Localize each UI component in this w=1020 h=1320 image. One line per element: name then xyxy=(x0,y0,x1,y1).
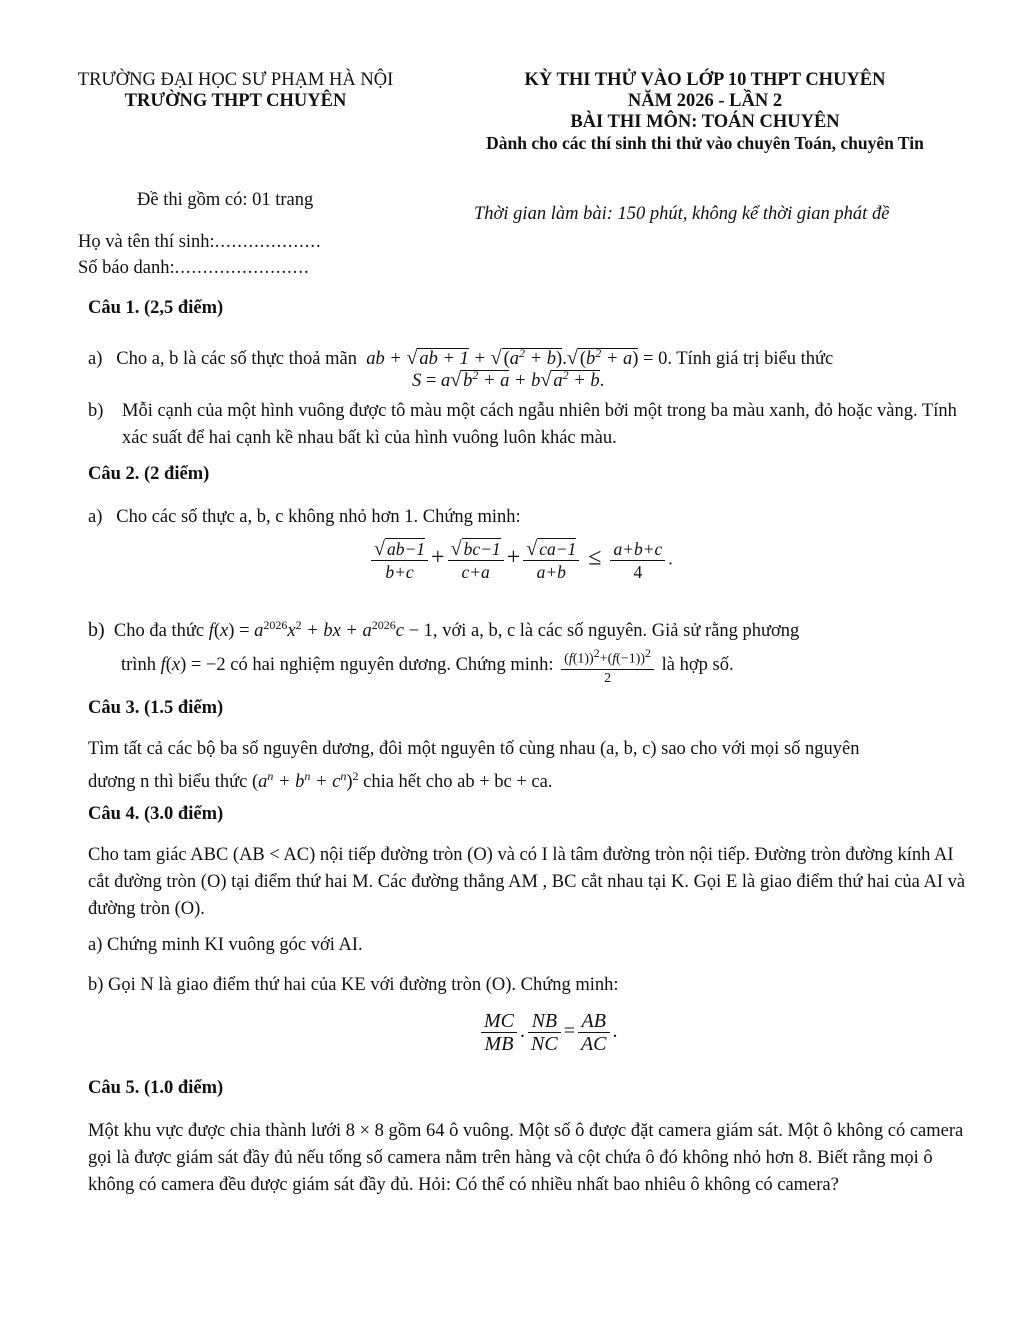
q2-b-fraction: $\frac{(f(1))^2+(f(-1))^2}{2}$ xyxy=(561,644,654,688)
q2-b-text1: Cho đa thức xyxy=(113,621,205,642)
candidate-name-line xyxy=(78,232,322,253)
q5-title: Câu 5. (1.0 điểm) xyxy=(88,1078,224,1098)
pages-note: Đề thi gồm có: 01 trang xyxy=(137,190,314,210)
school-header xyxy=(48,70,423,112)
ratio-nb-nc: $\frac{NB}{NC}$ xyxy=(528,1010,561,1055)
q2-part-b-line2 xyxy=(121,644,981,688)
exam-header xyxy=(440,70,970,154)
school-name: TRƯỜNG THPT CHUYÊN xyxy=(124,91,347,111)
q3-expression: $(a^n + b^n + c^n)^2$ xyxy=(251,769,359,793)
q2-b-text4: có hai nghiệm nguyên dương. Chứng minh: xyxy=(230,655,554,676)
q4-title: Câu 4. (3.0 điểm) xyxy=(88,804,224,824)
ratio-mc-mb: $\frac{MC}{MB}$ xyxy=(481,1010,517,1055)
fraction-4: $\frac{a+b+c}{4}$ xyxy=(610,538,665,583)
exam-audience: Dành cho các thí sinh thi thử vào chuyên Toán, chuyên Tin xyxy=(486,133,924,153)
candidate-id-line xyxy=(78,258,310,279)
q2-a-text: Cho các số thực a, b, c không nhỏ hơn 1. Chứng minh: xyxy=(116,507,521,527)
q3-body xyxy=(88,736,968,796)
fraction-2: $\frac{√ bc-1}{c+a}$ xyxy=(448,538,504,583)
q2-b-text5: là hợp số. xyxy=(661,655,734,676)
q1-a-label: a) xyxy=(88,349,103,370)
candidate-id-dots: ........................ xyxy=(174,258,310,278)
q2-a-inequality: $\frac{√ ab-1}{b+c}$ + $\frac{√ bc-1}{c+a}$ + $\frac{√ ca-1}{a+b}$ ≤ $\frac{a+b+c}{4}$ . xyxy=(368,538,673,583)
q4-part-a: a) Chứng minh KI vuông góc với AI. xyxy=(88,935,363,955)
q1-a-equation: ab + √ ab + 1 + √ $(a^2 + b).√$ $(b^2 + a) = 0$. xyxy=(361,346,672,370)
candidate-name-dots: ................... xyxy=(214,232,322,252)
q3-text2b: chia hết cho ab + bc + ca. xyxy=(363,772,553,793)
q1-a-expression: S = a√ $b^2 + a + b√$ $a^2 + b$. xyxy=(412,368,605,392)
q4-b-identity: $\frac{MC}{MB}$ . $\frac{NB}{NC}$ = $\frac{AB}{AC}$ . xyxy=(478,1010,618,1055)
q1-a-text2: Tính giá trị biểu thức xyxy=(676,349,834,370)
q2-b-polynomial: $f(x) = a^{2026}x^2$ + bx + $a^{2026}c - 1$, xyxy=(208,618,438,642)
time-note: Thời gian làm bài: 150 phút, không kể thời gian phát đề xyxy=(474,204,890,224)
q4-part-b: b) Gọi N là giao điểm thứ hai của KE với đường tròn (O). Chứng minh: xyxy=(88,975,619,995)
q1-part-b xyxy=(88,398,968,452)
q1-b-text: Mỗi cạnh của một hình vuông được tô màu một cách ngẫu nhiên bởi một trong ba màu xanh, đỏ hoặc vàng. Tính xác suất để hai cạnh kề nhau bất kì của hình vuông luôn khác màu. xyxy=(122,401,957,448)
q2-b-equation: f(x) = −2 xyxy=(160,655,226,676)
university-name: TRƯỜNG ĐẠI HỌC SƯ PHẠM HÀ NỘI xyxy=(77,70,394,90)
q3-title: Câu 3. (1.5 điểm) xyxy=(88,698,224,718)
q2-part-b xyxy=(88,612,968,645)
candidate-id-label: Số báo danh: xyxy=(78,258,175,278)
q3-text2a: dương n thì biểu thức xyxy=(88,772,248,793)
candidate-name-label: Họ và tên thí sinh: xyxy=(78,232,215,252)
exam-year: NĂM 2026 - LẦN 2 xyxy=(627,91,783,111)
q2-title: Câu 2. (2 điểm) xyxy=(88,464,210,484)
q1-b-label: b) xyxy=(88,401,104,421)
fraction-3: $\frac{√ ca-1}{a+b}$ xyxy=(523,538,579,583)
q3-text1: Tìm tất cả các bộ ba số nguyên dương, đôi một nguyên tố cùng nhau (a, b, c) sao cho với mọi số nguyên xyxy=(88,739,860,759)
q2-part-a xyxy=(88,504,521,531)
ratio-ab-ac: $\frac{AB}{AC}$ xyxy=(578,1010,610,1055)
q2-b-text3: trình xyxy=(121,655,156,676)
q4-text: Cho tam giác ABC (AB < AC) nội tiếp đường tròn (O) và có I là tâm đường tròn nội tiếp. Đường tròn đường kính AI cắt đường tròn (O) tại điểm thứ hai M. Các đường thẳng AM , BC cắt nhau tại K. Gọi E là giao điểm thứ hai của AI và đường tròn (O). xyxy=(88,845,966,919)
q5-text: Một khu vực được chia thành lưới 8 × 8 gồm 64 ô vuông. Một số ô được đặt camera giám sát. Một ô không có camera gọi là được giám sát đầy đủ nếu tổng số camera nằm trên hàng và cột chứa ô đó không nhỏ hơn 8. Biết rằng mọi ô không có camera đều được giám sát đầy đủ. Hỏi: Có thể có nhiều nhất bao nhiêu ô không có camera? xyxy=(88,1121,964,1195)
q1-a-text1: Cho a, b là các số thực thoả mãn xyxy=(116,349,357,370)
exam-subject: BÀI THI MÔN: TOÁN CHUYÊN xyxy=(570,112,840,132)
exam-title: KỲ THI THỬ VÀO LỚP 10 THPT CHUYÊN xyxy=(524,70,886,90)
fraction-1: $\frac{√ ab-1}{b+c}$ xyxy=(371,538,428,583)
q2-a-label: a) xyxy=(88,507,103,527)
q2-b-text2: với a, b, c là các số nguyên. Giả sử rằng phương xyxy=(442,621,800,642)
q2-b-label: b) xyxy=(88,619,105,642)
q1-title: Câu 1. (2,5 điểm) xyxy=(88,298,224,318)
